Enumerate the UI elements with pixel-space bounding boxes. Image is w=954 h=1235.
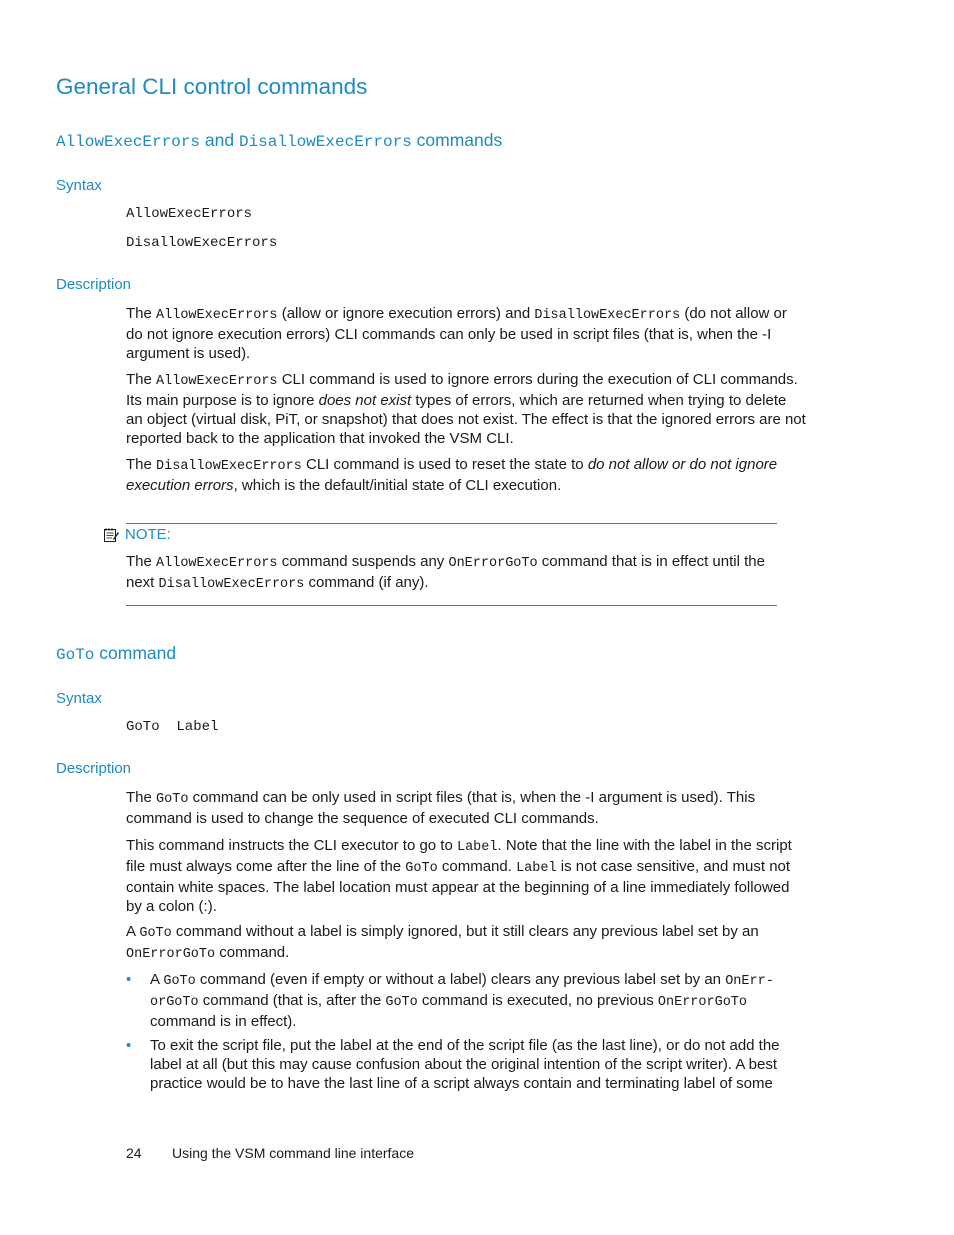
inline-code: Label — [516, 861, 557, 876]
note-body — [126, 552, 786, 594]
page-number: 24 — [126, 1145, 142, 1161]
inline-code: OnErrorGoTo — [657, 995, 748, 1010]
footer-title: Using the VSM command line interface — [172, 1145, 414, 1161]
section-heading-exec-errors — [56, 130, 502, 151]
heading-suffix: command — [94, 643, 177, 663]
inline-code: GoTo — [156, 792, 189, 807]
heading-and: and — [200, 130, 239, 150]
inline-code: AllowExecErrors — [156, 308, 278, 323]
text: , which is the default/initial state of CLI execution. — [233, 477, 562, 494]
emphasis: do not allow or do not ignore execution errors — [126, 456, 778, 494]
syntax-label: Syntax — [56, 177, 102, 194]
text: command (that is, after the — [198, 992, 386, 1009]
heading-code-disallow: DisallowExecErrors — [238, 133, 412, 151]
inline-code: GoTo — [405, 861, 438, 876]
inline-code: OnErr-orGoTo — [150, 974, 774, 1010]
description-label: Description — [56, 760, 132, 777]
syntax-line: DisallowExecErrors — [126, 235, 278, 251]
text: is not case sensitive, and must not contain white spaces. The label location must appear at the beginning of a line immediately followed by a colon (:). — [126, 858, 791, 915]
list-item — [126, 1036, 796, 1093]
text: command (even if empty or without a label) clears any previous label set by an — [195, 971, 726, 988]
bullet-dot-icon: • — [126, 971, 132, 988]
text: This command instructs the CLI executor to go to — [126, 837, 457, 854]
note-label-text: NOTE: — [125, 526, 171, 543]
text: command suspends any — [277, 553, 449, 570]
bullet-dot-icon: • — [126, 1037, 132, 1054]
description-paragraph — [126, 455, 806, 495]
text: command that is in effect until the next — [126, 553, 765, 591]
inline-code: AllowExecErrors — [156, 556, 278, 571]
heading-code-goto: GoTo — [56, 646, 95, 664]
inline-code: OnErrorGoTo — [126, 947, 216, 962]
text: . Note that the line with the label in the script file must always come after the line of the — [126, 837, 792, 875]
syntax-line: GoTo Label — [126, 719, 219, 735]
text: CLI command is used to ignore errors during the execution of CLI commands. Its main purpose is to ignore — [126, 371, 798, 409]
text: command. — [437, 858, 517, 875]
inline-code: Label — [456, 840, 498, 855]
description-paragraph — [126, 922, 806, 964]
inline-code: GoTo — [385, 995, 418, 1010]
text: The — [126, 553, 157, 570]
text: A — [126, 923, 140, 940]
inline-code: DisallowExecErrors — [534, 308, 681, 323]
syntax-label: Syntax — [56, 690, 102, 707]
syntax-line: AllowExecErrors — [126, 206, 253, 222]
text: The — [126, 789, 157, 806]
text: command without a label is simply ignored, but it still clears any previous label set by an — [171, 923, 759, 940]
text: The — [126, 305, 157, 322]
description-paragraph — [126, 370, 806, 448]
text: (allow or ignore execution errors) and — [277, 305, 535, 322]
list-item — [126, 970, 796, 1031]
description-paragraph — [126, 836, 806, 916]
note-top-rule — [126, 523, 777, 524]
heading-suffix: commands — [411, 130, 503, 150]
note-pad-icon — [103, 527, 119, 543]
text: The — [126, 456, 157, 473]
emphasis: does not exist — [318, 392, 412, 409]
note-bottom-rule — [126, 605, 777, 606]
page-footer — [126, 1145, 414, 1161]
text: command can be only used in script files (that is, when the -I argument is used). This command is used to change the sequence of executed CLI commands. — [126, 789, 756, 827]
page-title: General CLI control commands — [56, 74, 368, 99]
inline-code: DisallowExecErrors — [158, 577, 305, 592]
inline-code: GoTo — [139, 926, 172, 941]
description-paragraph — [126, 304, 806, 363]
inline-code: OnErrorGoTo — [448, 556, 538, 571]
text: command is executed, no previous — [417, 992, 658, 1009]
text: command. — [215, 944, 290, 961]
heading-code-allow: AllowExecErrors — [56, 133, 201, 151]
bullet-list — [126, 970, 796, 1098]
section-heading-goto — [56, 643, 176, 664]
inline-code: AllowExecErrors — [156, 374, 278, 389]
description-label: Description — [56, 276, 132, 293]
text: A — [150, 971, 164, 988]
inline-code: GoTo — [163, 974, 196, 989]
note-label — [103, 526, 171, 543]
inline-code: DisallowExecErrors — [156, 459, 302, 474]
text: (do not allow or do not ignore execution errors) CLI commands can only be used in script files (that is, when the -I argument is used). — [126, 305, 787, 362]
text: To exit the script file, put the label at the end of the script file (as the last line), or do not add the label at all (but this may cause confusion about the original intention of the script writer). A best practice would be to have the last line of a script always contain and terminating label of some — [150, 1037, 780, 1092]
text: The — [126, 371, 157, 388]
text: command (if any). — [304, 574, 429, 591]
description-paragraph — [126, 788, 806, 828]
text: command is in effect). — [150, 1013, 297, 1030]
text: CLI command is used to reset the state to — [301, 456, 588, 473]
text: types of errors, which are returned when trying to delete an object (virtual disk, PiT, or snapshot) that does not exist. The effect is that the ignored errors are not reported back to the application that invoked the VSM CLI. — [126, 392, 806, 447]
